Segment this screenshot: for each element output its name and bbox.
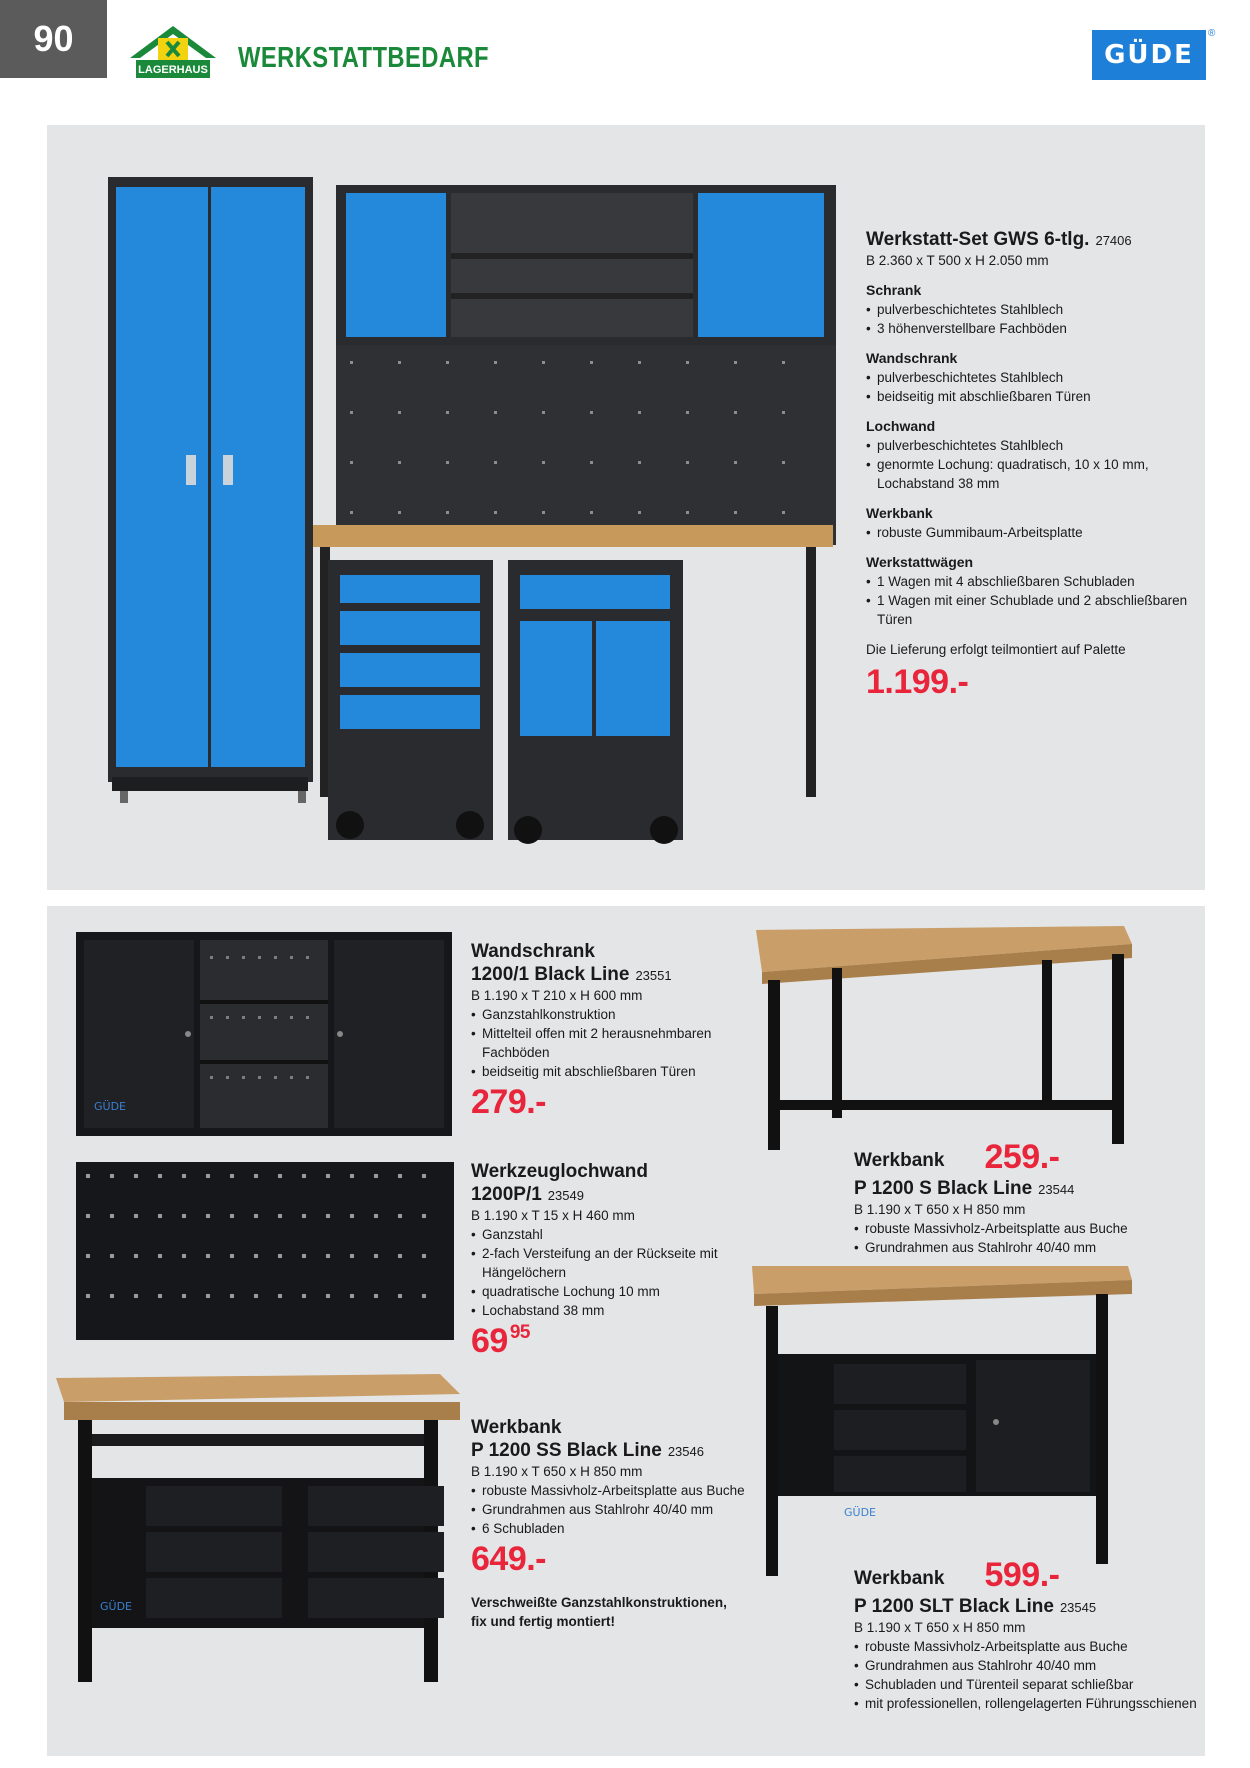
group-schrank-list [866,300,1196,338]
product-brand-label: GÜDE [844,1506,876,1519]
group-lochwand-list [866,436,1196,493]
list-item: • Lochabstand 38 mm [471,1301,731,1320]
werkbank-slt-description [854,1556,1204,1713]
wandschrank-code: 23551 [635,968,672,983]
group-werkbank-title: Werkbank [866,505,933,521]
group-schrank-title: Schrank [866,282,922,298]
lochwand-title-l1: Werkzeuglochwand [471,1161,649,1182]
list-item: • quadratische Lochung 10 mm [471,1282,731,1301]
lochwand-features [471,1225,731,1320]
list-item: • 1 Wagen mit 4 abschließbaren Schubladen [866,572,1196,591]
werkbank-slt-price: 599.- [984,1556,1060,1594]
lochwand-price: 69 $^{95}$ [471,1322,530,1360]
werkbank-ss-dimensions: B 1.190 x T 650 x H 850 mm [471,1464,643,1479]
werkbank-s-title-l2: P 1200 S Black Line 23544 [854,1178,1075,1199]
lochwand-price-cents: 95 [509,1322,530,1343]
werkbank-slt-code: 23545 [1059,1600,1097,1615]
section-title: WERKSTATTBEDARF [238,42,489,74]
list-item: • pulverbeschichtetes Stahlblech [866,436,1196,455]
group-werkstattwaegen-list [866,572,1196,629]
group-wandschrank-title: Wandschrank [866,350,958,366]
lochwand-dimensions: B 1.190 x T 15 x H 460 mm [471,1208,635,1223]
list-item: • Grundrahmen aus Stahlrohr 40/40 mm [471,1500,771,1519]
werkbank-slt-dimensions: B 1.190 x T 650 x H 850 mm [854,1620,1026,1635]
page-number: 90 [0,0,107,78]
werkbank-s-code: 23544 [1038,1182,1075,1197]
list-item: • Mittelteil offen mit 2 herausnehmbaren Fachböden [471,1024,731,1062]
group-werkbank-list [866,523,1196,542]
werkbank-ss-price: 649.- [471,1540,546,1578]
list-item: • robuste Massivholz-Arbeitsplatte aus Buche [854,1637,1204,1656]
werkbank-s-dimensions: B 1.190 x T 650 x H 850 mm [854,1202,1026,1217]
list-item: • beidseitig mit abschließbaren Türen [471,1062,731,1081]
list-item: • Grundrahmen aus Stahlrohr 40/40 mm [854,1238,1194,1257]
list-item: • Ganzstahl [471,1225,731,1244]
guede-brand-logo: GÜDE [1092,30,1206,80]
werkbank-slt-image [748,1264,1132,1576]
list-item: • beidseitig mit abschließbaren Türen [866,387,1196,406]
workshop-set-image [98,165,838,845]
lochwand-code: 23549 [547,1188,584,1203]
werkbank-s-description [854,1138,1194,1257]
group-lochwand-title: Lochwand [866,418,936,434]
list-item: • Schubladen und Türenteil separat schließbar [854,1675,1204,1694]
list-item: • genormte Lochung: quadratisch, 10 x 10 mm, Lochabstand 38 mm [866,455,1196,493]
delivery-note: Die Lieferung erfolgt teilmontiert auf Palette [866,642,1126,657]
product-brand-label: GÜDE [100,1600,132,1613]
wandschrank-image [76,932,452,1136]
list-item: • mit professionellen, rollengelagerten Führungsschienen [854,1694,1204,1713]
list-item: • pulverbeschichtetes Stahlblech [866,300,1196,319]
list-item: • robuste Massivholz-Arbeitsplatte aus Buche [471,1481,771,1500]
werkbank-slt-features [854,1637,1204,1713]
list-item: • 3 höhenverstellbare Fachböden [866,319,1196,338]
werkbank-ss-title-l2: P 1200 SS Black Line 23546 [471,1440,704,1461]
lagerhaus-logo-text: LAGERHAUS [138,64,208,76]
list-item: • robuste Gummibaum-Arbeitsplatte [866,523,1196,542]
wandschrank-dimensions: B 1.190 x T 210 x H 600 mm [471,988,643,1003]
lochwand-title-l2: 1200P/1 23549 [471,1184,584,1205]
list-item: • Grundrahmen aus Stahlrohr 40/40 mm [854,1656,1204,1675]
set-code: 27406 [1095,233,1132,248]
lagerhaus-logo [128,24,218,82]
list-item: • Ganzstahlkonstruktion [471,1005,731,1024]
registered-mark: ® [1208,28,1216,39]
werkbank-ss-features [471,1481,771,1538]
werkbank-s-features [854,1219,1194,1257]
set-price: 1.199.- [866,663,969,701]
werkbank-ss-description [471,1416,771,1631]
wandschrank-price: 279.- [471,1083,546,1121]
wandschrank-features [471,1005,731,1081]
lochwand-description [471,1160,731,1361]
werkbank-slt-title-l1: Werkbank 599.- [854,1556,1060,1594]
wandschrank-title-l2: 1200/1 Black Line 23551 [471,964,672,985]
product-brand-label: GÜDE [94,1100,126,1113]
werkbank-slt-title-l2: P 1200 SLT Black Line 23545 [854,1596,1097,1617]
list-item: • 1 Wagen mit einer Schublade und 2 abschließbaren Türen [866,591,1196,629]
list-item: • robuste Massivholz-Arbeitsplatte aus Buche [854,1219,1194,1238]
werkbank-s-image [752,924,1132,1150]
footnote-line-2: fix und fertig montiert! [471,1614,615,1629]
group-wandschrank-list [866,368,1196,406]
werkbank-s-price: 259.- [984,1138,1060,1176]
list-item: • 6 Schubladen [471,1519,771,1538]
group-werkstattwaegen-title: Werkstattwägen [866,554,974,570]
set-title: Werkstatt-Set GWS 6-tlg. 27406 [866,229,1132,250]
werkbank-ss-image [50,1370,460,1682]
list-item: • pulverbeschichtetes Stahlblech [866,368,1196,387]
werkbank-ss-code: 23546 [667,1444,704,1459]
lochwand-image [76,1162,454,1340]
set-dimensions: B 2.360 x T 500 x H 2.050 mm [866,253,1049,268]
list-item: • 2-fach Versteifung an der Rückseite mit Hängelöchern [471,1244,731,1282]
werkbank-s-title-l1: Werkbank 259.- [854,1138,1060,1176]
set-description [866,228,1196,702]
werkbank-ss-title-l1: Werkbank [471,1417,562,1438]
wandschrank-description [471,940,731,1122]
footnote-line-1: Verschweißte Ganzstahlkonstruktionen, [471,1595,727,1610]
wandschrank-title-l1: Wandschrank [471,941,595,962]
